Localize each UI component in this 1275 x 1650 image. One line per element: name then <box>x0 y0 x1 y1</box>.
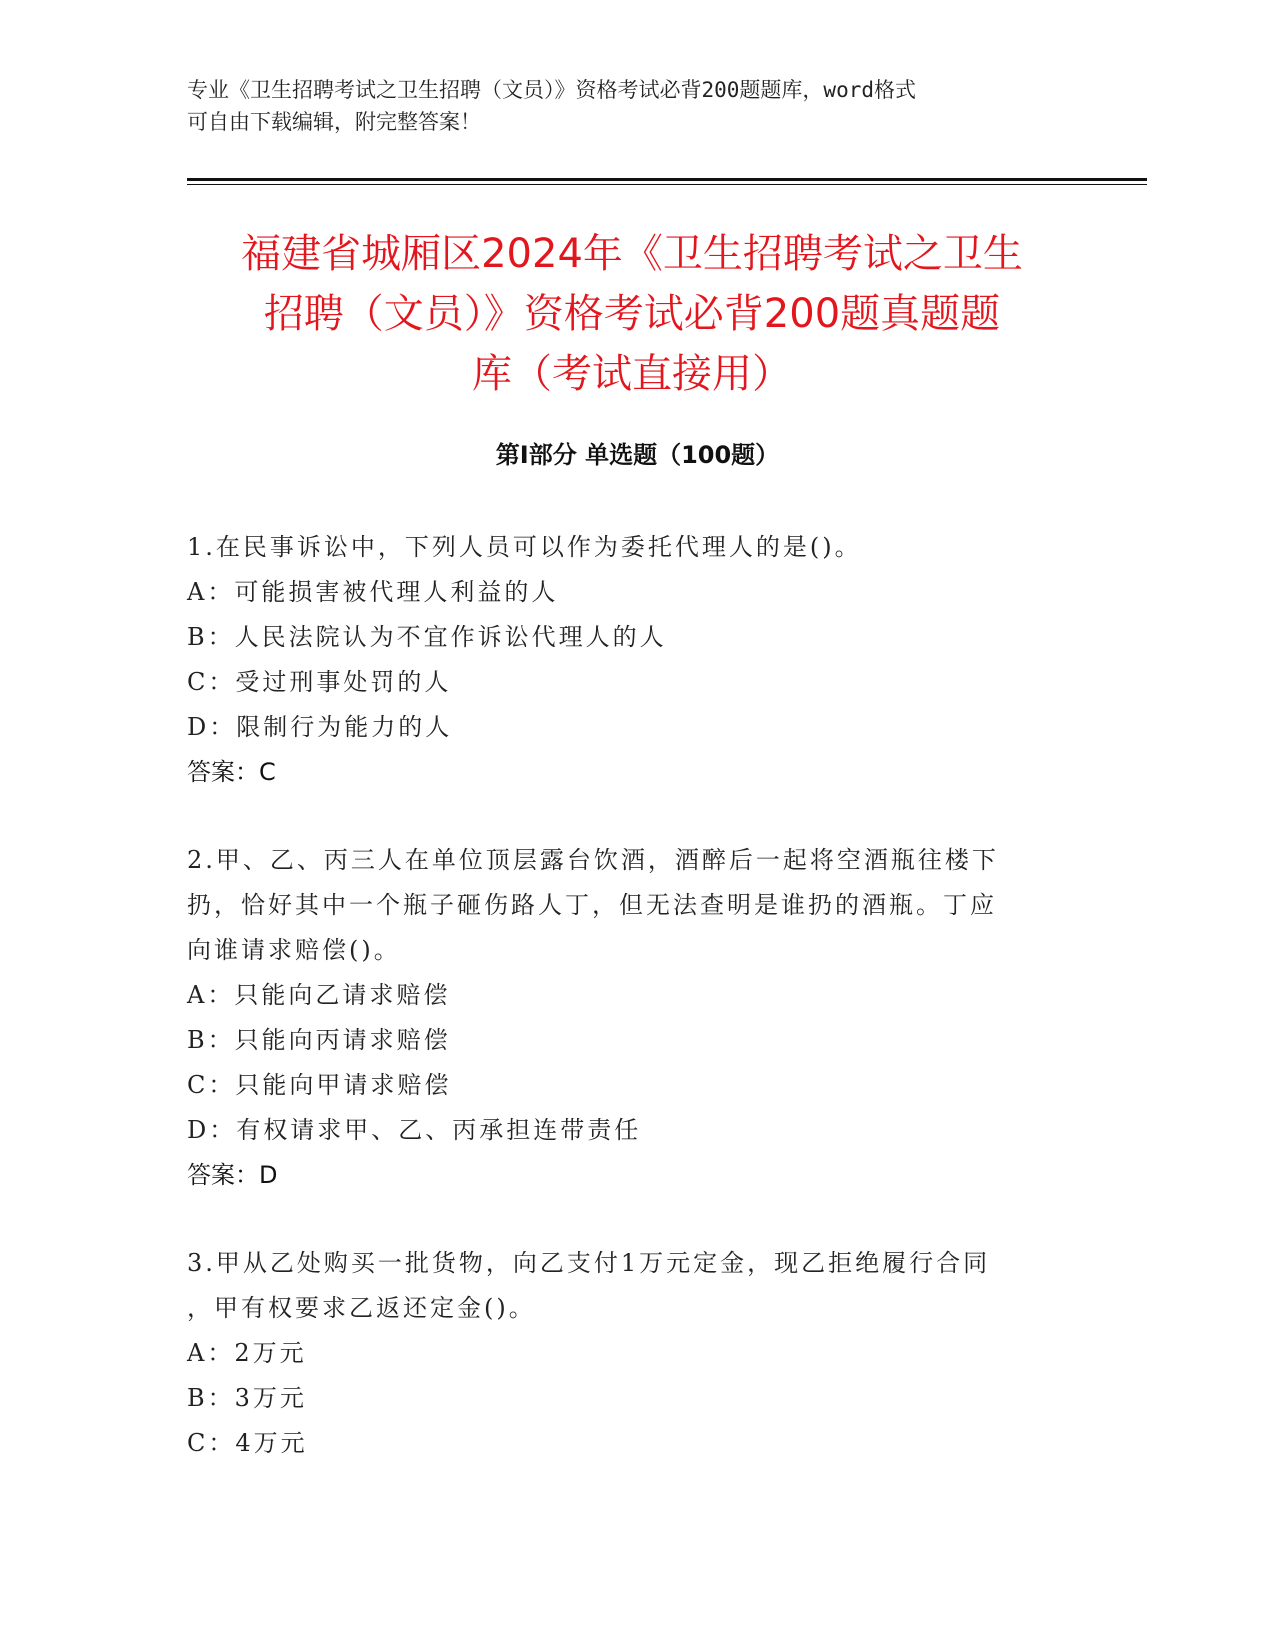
question-stem: 1.在民事诉讼中，下列人员可以作为委托代理人的是()。 <box>187 533 862 561</box>
question-stem: ，甲有权要求乙返还定金()。 <box>187 1294 536 1322</box>
question-stem: 2.甲、乙、丙三人在单位顶层露台饮酒，酒醉后一起将空酒瓶往楼下 <box>187 846 999 874</box>
option-a: A：只能向乙请求赔偿 <box>187 981 451 1009</box>
option-c: C：受过刑事处罚的人 <box>187 668 452 696</box>
section-heading: 第I部分 单选题（100题） <box>495 441 780 469</box>
option-c: C：只能向甲请求赔偿 <box>187 1071 452 1099</box>
title-line-1: 福建省城厢区2024年《卫生招聘考试之卫生 <box>241 231 1023 277</box>
title-line-3: 库（考试直接用） <box>472 351 792 397</box>
question-list <box>187 525 1067 1509</box>
answer-label: 答案：D <box>187 1161 278 1189</box>
document-title <box>187 224 1077 404</box>
question-stem: 扔，恰好其中一个瓶子砸伤路人丁，但无法查明是谁扔的酒瓶。丁应 <box>187 891 997 919</box>
answer-label: 答案：C <box>187 758 276 786</box>
header-note <box>187 74 1067 138</box>
option-b: B：只能向丙请求赔偿 <box>187 1026 451 1054</box>
question-2 <box>187 838 1067 1198</box>
option-d: D：限制行为能力的人 <box>187 713 453 741</box>
title-line-2: 招聘（文员）》资格考试必背200题真题题 <box>263 291 1001 337</box>
header-note-line-1: 专业《卫生招聘考试之卫生招聘（文员）》资格考试必背200题题库，word格式 <box>187 78 916 102</box>
header-divider-thick <box>187 178 1147 181</box>
question-stem: 向谁请求赔偿()。 <box>187 936 401 964</box>
header-divider-thin <box>187 184 1147 185</box>
option-a: A：可能损害被代理人利益的人 <box>187 578 559 606</box>
question-stem: 3.甲从乙处购买一批货物，向乙支付1万元定金，现乙拒绝履行合同 <box>187 1249 991 1277</box>
option-d: D：有权请求甲、乙、丙承担连带责任 <box>187 1116 642 1144</box>
question-3 <box>187 1241 1067 1466</box>
header-note-line-2: 可自由下载编辑，附完整答案！ <box>187 110 481 134</box>
question-1 <box>187 525 1067 795</box>
option-c: C：4万元 <box>187 1429 308 1457</box>
option-a: A：2万元 <box>187 1339 307 1367</box>
option-b: B：3万元 <box>187 1384 307 1412</box>
option-b: B：人民法院认为不宜作诉讼代理人的人 <box>187 623 667 651</box>
